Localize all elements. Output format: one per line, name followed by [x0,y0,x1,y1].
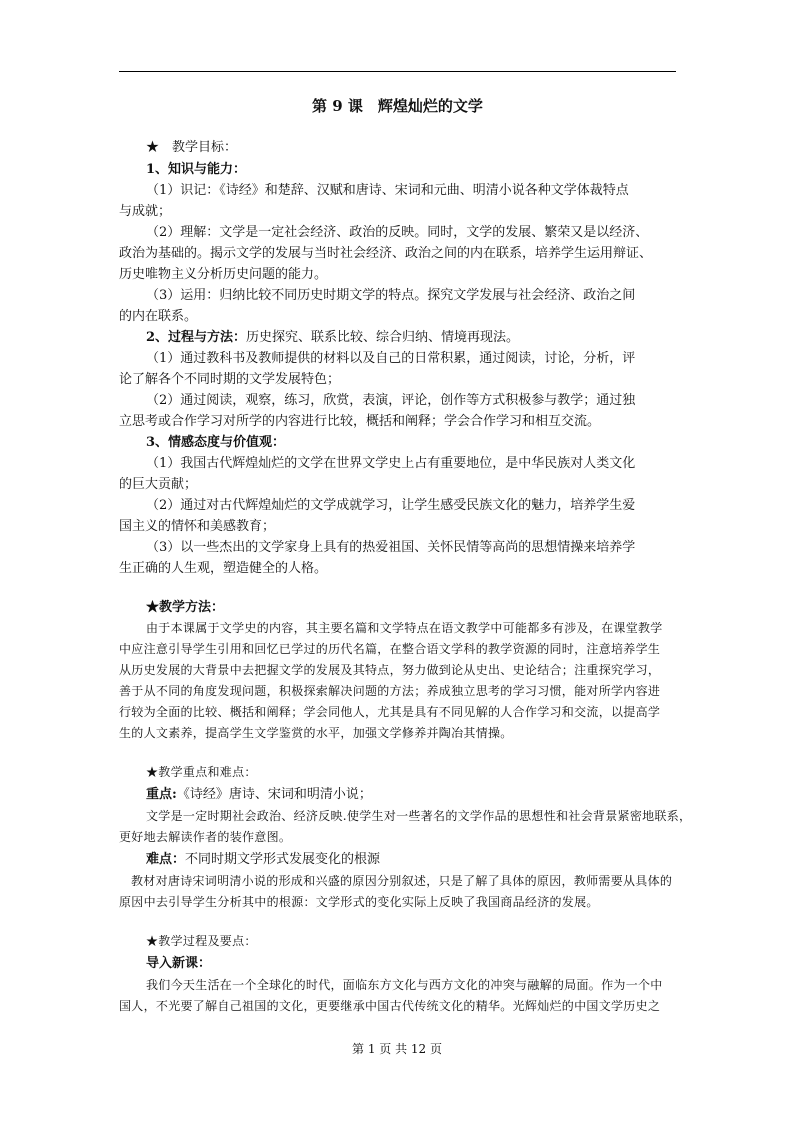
text-line: （3）以一些杰出的文学家身上具有的热爱祖国、关怀民情等高尚的思想情操来培养学 [146,540,636,555]
methods-heading: ★教学方法： [146,600,225,615]
text-line: 教材对唐诗宋词明清小说的形成和兴盛的原因分别叙述，只是了解了具体的原因，教师需要从具体的 [131,874,673,888]
difficulty-line [146,849,380,870]
process-heading: ★教学过程及要点： [146,934,257,948]
text-line: （1）我国古代辉煌灿烂的文学在世界文学史上占有重要地位，是中华民族对人类文化 [146,456,636,471]
text-line: 历史唯物主义分析历史问题的能力。 [119,267,328,282]
text-line: 从历史发展的大背景中去把握文学的发展及其特点，努力做到论从史出、史论结合；注重探究学习， [119,663,661,677]
text-line: 中应注意引导学生引用和回忆已学过的历代名篇，在整合语文学科的教学资源的同时，注意培养学生 [119,642,661,656]
text-line: 与成就； [119,204,172,219]
difficulty-text: 不同时期文学形式发展变化的根源 [185,852,381,867]
process-methods-heading: 2、过程与方法： [146,330,247,345]
header-rule [119,71,676,72]
key-focus-text: 《诗经》唐诗、宋词和明清小说； [176,787,372,802]
lesson-title: 第 9 课 辉煌灿烂的文学 [312,97,483,115]
text-line: （2）理解：文学是一定社会经济、政治的反映。同时，文学的发展、繁荣又是以经济、 [146,225,649,240]
text-line: 国主义的情怀和美感教育； [119,519,276,534]
text-line: 生正确的人生观，塑造健全的人格。 [119,561,328,576]
text-line: 国人，不光要了解自己祖国的文化，更要继承中国古代传统文化的精华。光辉灿烂的中国文学历史之 [119,999,661,1013]
objectives-heading: ★ 教学目标： [146,140,238,155]
text-line: （2）通过对古代辉煌灿烂的文学成就学习，让学生感受民族文化的魅力，培养学生爱 [146,498,636,513]
text-line: 立思考或合作学习对所学的内容进行比较，概括和阐释；学会合作学习和相互交流。 [119,414,601,429]
key-focus-label: 重点: [146,787,177,802]
text-line: 政治为基础的。揭示文学的发展与当时社会经济、政治之间的内在联系，培养学生运用辩证、 [119,246,653,261]
text-line: （2）通过阅读，观察，练习，欣赏，表演，评论，创作等方式积极参与教学；通过独 [146,393,636,408]
text-line: 的巨大贡献； [119,477,198,492]
text-line: （1）通过教科书及教师提供的材料以及自己的日常积累，通过阅读，讨论，分析，评 [146,351,636,366]
text-line: 我们今天生活在一个全球化的时代，面临东方文化与西方文化的冲突与融解的局面。作为一个中 [146,978,663,992]
text-line: 论了解各个不同时期的文学发展特色； [119,372,341,387]
process-methods-line [146,327,519,348]
text-line: 生的人文素养，提高学生文学鉴赏的水平，加强文学修养并陶冶其情操。 [119,726,513,740]
keypoints-heading: ★教学重点和难点： [146,765,257,779]
process-methods-text: 历史探究、联系比较、综合归纳、情境再现法。 [246,330,520,345]
intro-heading: 导入新课： [146,956,212,971]
text-line: 由于本课属于文学史的内容，其主要名篇和文学特点在语文教学中可能都多有涉及，在课堂教学 [146,621,663,635]
text-line: 行较为全面的比较、概括和阐释；学会同他人，尤其是具有不同见解的人合作学习和交流，以提高学 [119,705,661,719]
page-footer: 第 1 页 共 12 页 [352,1042,442,1056]
difficulty-label: 难点： [146,852,186,867]
knowledge-heading: 1、知识与能力： [146,162,247,177]
key-focus-line [146,784,372,805]
text-line: 原因中去引导学生分析其中的根源：文学形式的变化实际上反映了我国商品经济的发展。 [119,895,599,909]
text-line: 文学是一定时期社会政治、经济反映.使学生对一些著名的文学作品的思想性和社会背景紧密地联系， [146,809,692,823]
text-line: 善于从不同的角度发现问题，积极探索解决问题的方法；养成独立思考的学习习惯，能对所学内容进 [119,684,661,698]
attitude-heading: 3、情感态度与价值观： [146,435,286,450]
text-line: （3）运用：归纳比较不同历史时期文学的特点。探究文学发展与社会经济、政治之间 [146,288,636,303]
text-line: 的内在联系。 [119,309,198,324]
text-line: （1）识记：《诗经》和楚辞、汉赋和唐诗、宋词和元曲、明清小说各种文学体裁特点 [146,183,629,198]
text-line: 更好地去解读作者的装作意图。 [119,830,292,844]
